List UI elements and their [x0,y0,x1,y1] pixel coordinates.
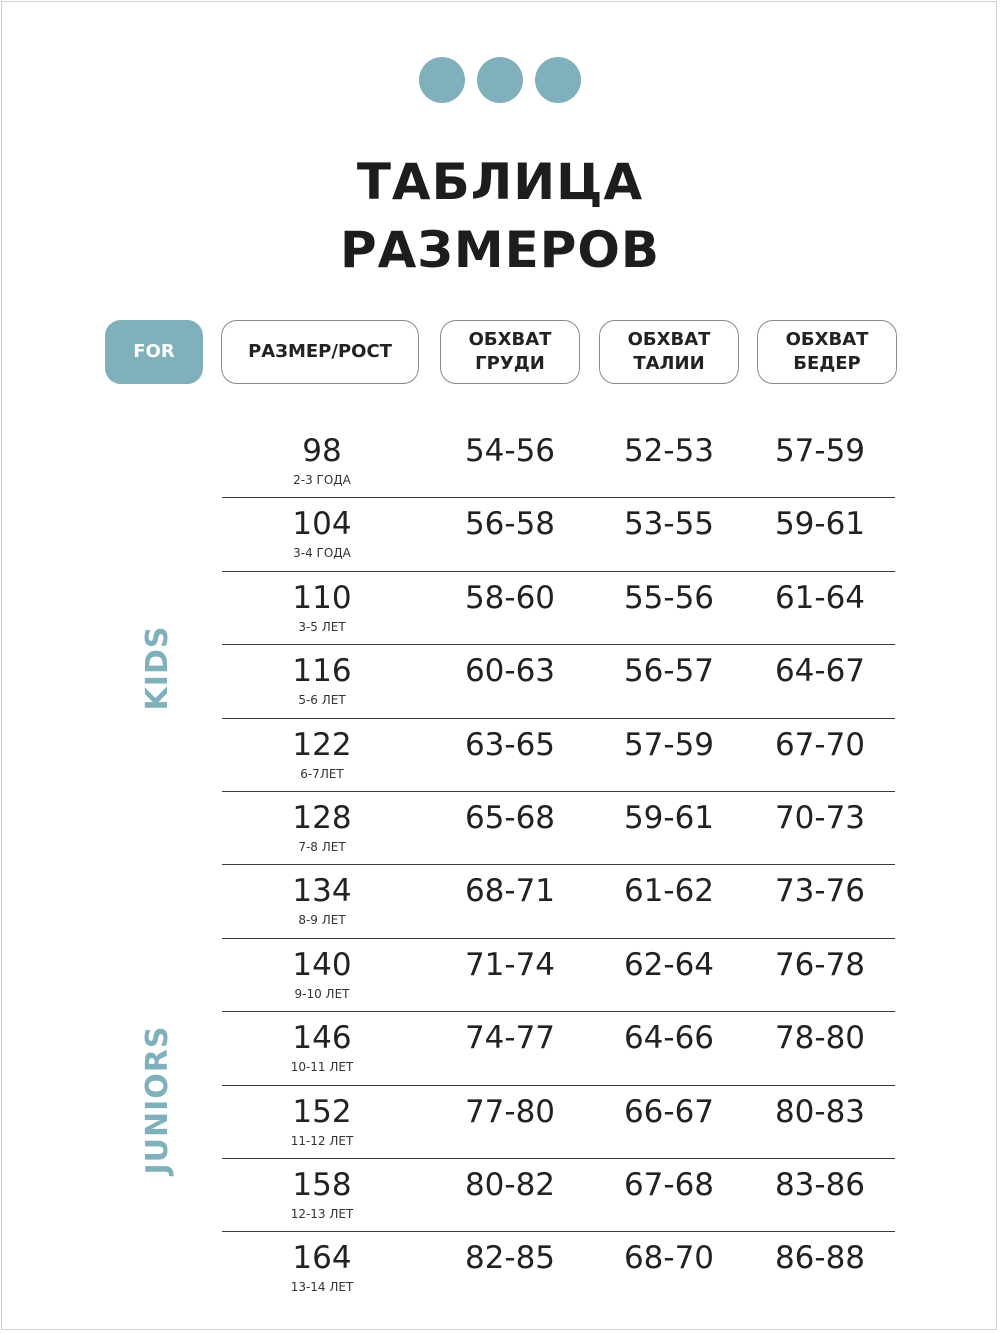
hips-header-line2: БЕДЕР [793,353,861,374]
hips-cell: 61-64 [774,579,866,616]
chest-cell: 74-77 [464,1020,556,1057]
age-cell: 3-4 ГОДА [293,546,351,561]
chest-header-line1: ОБХВАТ [468,329,552,350]
waist-cell: 52-53 [623,433,715,469]
size-cell: 98 [302,433,342,469]
size-cell: 134 [292,873,352,910]
header-size-height [221,320,419,384]
size-cell: 146 [292,1020,352,1057]
hips-cell: 57-59 [774,433,866,469]
dot-icon [477,57,523,103]
chest-cell: 71-74 [464,946,556,983]
for-badge [105,320,203,384]
waist-cell: 67-68 [623,1166,715,1203]
age-cell: 6-7ЛЕТ [300,766,344,781]
waist-cell: 64-66 [623,1020,715,1057]
age-cell: 5-6 ЛЕТ [298,693,346,708]
chest-cell: 68-71 [464,873,556,910]
table-row [222,1086,895,1159]
table-row [222,498,895,571]
waist-cell: 57-59 [623,726,715,763]
hips-cell: 64-67 [774,653,866,690]
age-cell: 8-9 ЛЕТ [298,913,346,928]
chest-cell: 63-65 [464,726,556,763]
waist-cell: 53-55 [623,506,715,543]
waist-header-line1: ОБХВАТ [627,329,711,350]
size-cell: 122 [292,726,352,763]
size-cell: 110 [292,579,352,616]
hips-header-line1: ОБХВАТ [785,329,869,350]
hips-cell: 78-80 [774,1020,866,1057]
for-label: FOR [133,341,175,362]
juniors-group-label: JUNIORS [140,1025,175,1175]
table-row [222,572,895,645]
age-cell: 12-13 ЛЕТ [290,1206,354,1221]
chest-cell: 77-80 [464,1093,556,1130]
waist-cell: 55-56 [623,579,715,616]
dot-icon [419,57,465,103]
size-cell: 140 [292,946,352,983]
waist-cell: 68-70 [623,1240,715,1277]
chest-cell: 58-60 [464,579,556,616]
chest-cell: 54-56 [464,433,556,469]
kids-group-label: KIDS [140,625,175,711]
page-title [0,148,1000,284]
header-waist [599,320,739,384]
title-line-1: ТАБЛИЦА [356,153,644,211]
age-cell: 2-3 ГОДА [293,473,351,487]
table-row [222,1012,895,1085]
chest-header-line2: ГРУДИ [475,353,545,374]
size-header-label: РАЗМЕР/РОСТ [248,341,392,362]
waist-cell: 66-67 [623,1093,715,1130]
hips-cell: 83-86 [774,1166,866,1203]
chest-cell: 60-63 [464,653,556,690]
chest-cell: 82-85 [464,1240,556,1277]
waist-cell: 59-61 [623,799,715,836]
hips-cell: 67-70 [774,726,866,763]
table-row [222,645,895,718]
age-cell: 3-5 ЛЕТ [298,619,346,634]
size-cell: 116 [292,653,352,690]
size-cell: 164 [292,1240,352,1277]
age-cell: 7-8 ЛЕТ [298,839,346,854]
hips-cell: 59-61 [774,506,866,543]
dot-icon [535,57,581,103]
table-row [222,939,895,1012]
title-line-2: РАЗМЕРОВ [339,221,661,279]
hips-cell: 76-78 [774,946,866,983]
age-cell: 10-11 ЛЕТ [290,1060,354,1075]
hips-cell: 70-73 [774,799,866,836]
waist-cell: 56-57 [623,653,715,690]
header-hips [757,320,897,384]
table-row [222,719,895,792]
table-row [222,1159,895,1232]
table-row [222,792,895,865]
age-cell: 13-14 ЛЕТ [290,1280,354,1295]
table-row [222,425,895,498]
size-cell: 158 [292,1166,352,1203]
chest-cell: 65-68 [464,799,556,836]
size-table [222,425,895,1306]
chest-cell: 80-82 [464,1166,556,1203]
hips-cell: 73-76 [774,873,866,910]
decorative-dots [419,57,581,103]
table-row [222,865,895,938]
chest-cell: 56-58 [464,506,556,543]
table-row [222,1232,895,1305]
age-cell: 11-12 ЛЕТ [290,1133,354,1148]
hips-cell: 80-83 [774,1093,866,1130]
header-chest [440,320,580,384]
waist-cell: 61-62 [623,873,715,910]
size-cell: 104 [292,506,352,543]
waist-header-line2: ТАЛИИ [633,353,705,374]
hips-cell: 86-88 [774,1240,866,1277]
size-cell: 128 [292,799,352,836]
size-cell: 152 [292,1093,352,1130]
age-cell: 9-10 ЛЕТ [294,986,350,1001]
waist-cell: 62-64 [623,946,715,983]
